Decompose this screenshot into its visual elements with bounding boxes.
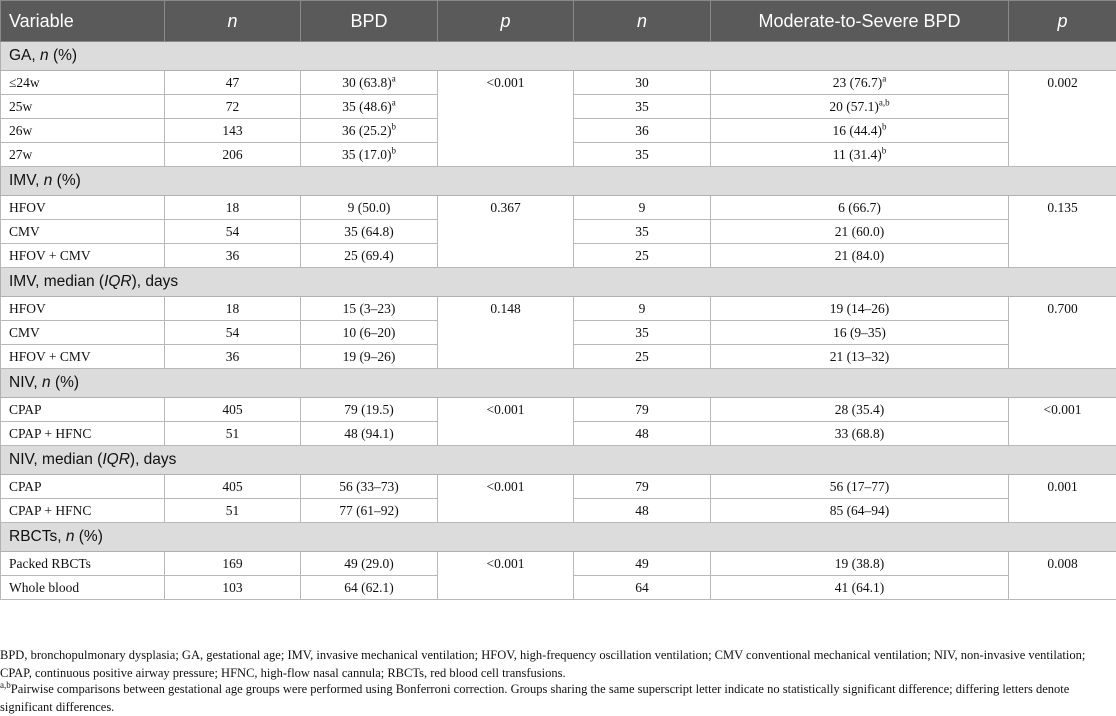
bpd-cell: 48 (94.1) <box>301 422 438 446</box>
row-label: CPAP <box>1 398 165 422</box>
table-row <box>1 475 1116 499</box>
group-row-imv <box>1 167 1116 196</box>
row-label: 26w <box>1 119 165 143</box>
moderate-cell: 16 $(44.4)^b$ <box>711 119 1009 143</box>
n-bpd-cell: 72 <box>165 95 301 119</box>
header-p-bpd: p <box>438 1 574 42</box>
footnote-abbreviations: BPD, bronchopulmonary dysplasia; GA, gestational age; IMV, invasive mechanical ventilation; HFOV, high-frequency oscillation ventilation; CMV conventional mechanical ventilation; NIV, non-invasive ventilation; CPAP, continuous positive airway pressure; HFNC, high-flow nasal cannula; RBCTs, red blood cell transfusions. <box>0 646 1112 682</box>
bpd-cell: 49 (29.0) <box>301 552 438 576</box>
footnote-superscript: a,b <box>0 680 11 690</box>
n-moderate-cell: 64 <box>574 576 711 600</box>
table-row <box>1 297 1116 321</box>
n-moderate-cell: 35 <box>574 220 711 244</box>
moderate-cell: 19 (38.8) <box>711 552 1009 576</box>
footnote-pairwise <box>0 680 1112 716</box>
p-bpd-cell: <0.001 <box>438 475 574 523</box>
moderate-cell: 16 (9–35) <box>711 321 1009 345</box>
group-title: RBCTs, n (%) <box>1 523 1116 552</box>
bpd-cell: 79 (19.5) <box>301 398 438 422</box>
header-moderate-severe-bpd: Moderate-to-Severe BPD <box>711 1 1009 42</box>
n-bpd-cell: 54 <box>165 321 301 345</box>
n-bpd-cell: 36 <box>165 244 301 268</box>
header-n-moderate: n <box>574 1 711 42</box>
row-label: HFOV <box>1 297 165 321</box>
group-row-niv-days <box>1 446 1116 475</box>
n-bpd-cell: 143 <box>165 119 301 143</box>
n-moderate-cell: 48 <box>574 499 711 523</box>
row-label: CMV <box>1 220 165 244</box>
n-moderate-cell: 30 <box>574 71 711 95</box>
moderate-cell: 21 (13–32) <box>711 345 1009 369</box>
n-bpd-cell: 405 <box>165 475 301 499</box>
p-moderate-cell: 0.002 <box>1009 71 1116 167</box>
bpd-cell: 36 $(25.2)^b$ <box>301 119 438 143</box>
bpd-cell: 56 (33–73) <box>301 475 438 499</box>
n-bpd-cell: 36 <box>165 345 301 369</box>
row-label: 25w <box>1 95 165 119</box>
group-row-ga <box>1 42 1116 71</box>
group-row-niv <box>1 369 1116 398</box>
group-title: GA, n (%) <box>1 42 1116 71</box>
footnote-pairwise-text: Pairwise comparisons between gestational age groups were performed using Bonferroni correction. Groups sharing the same superscript letter indicate no statistically significant difference; differing letters denote significant differences. <box>0 682 1069 714</box>
n-bpd-cell: 169 <box>165 552 301 576</box>
n-bpd-cell: 103 <box>165 576 301 600</box>
moderate-cell: 56 (17–77) <box>711 475 1009 499</box>
row-label: HFOV + CMV <box>1 345 165 369</box>
table-row <box>1 552 1116 576</box>
n-moderate-cell: 49 <box>574 552 711 576</box>
n-moderate-cell: 36 <box>574 119 711 143</box>
moderate-cell: 28 (35.4) <box>711 398 1009 422</box>
row-label: CPAP + HFNC <box>1 499 165 523</box>
header-row <box>1 1 1116 42</box>
table-row <box>1 196 1116 220</box>
n-moderate-cell: 48 <box>574 422 711 446</box>
moderate-cell: 85 (64–94) <box>711 499 1009 523</box>
n-moderate-cell: 25 <box>574 345 711 369</box>
bpd-cell: 19 (9–26) <box>301 345 438 369</box>
moderate-cell: 11 $(31.4)^b$ <box>711 143 1009 167</box>
p-moderate-cell: 0.135 <box>1009 196 1116 268</box>
n-moderate-cell: 35 <box>574 143 711 167</box>
row-label: 27w <box>1 143 165 167</box>
n-bpd-cell: 18 <box>165 297 301 321</box>
row-label: CMV <box>1 321 165 345</box>
n-bpd-cell: 206 <box>165 143 301 167</box>
bpd-cell: 77 (61–92) <box>301 499 438 523</box>
p-bpd-cell: <0.001 <box>438 552 574 600</box>
table-row <box>1 71 1116 95</box>
p-bpd-cell: 0.367 <box>438 196 574 268</box>
group-title: NIV, median (IQR), days <box>1 446 1116 475</box>
n-bpd-cell: 47 <box>165 71 301 95</box>
n-bpd-cell: 18 <box>165 196 301 220</box>
group-row-imv-days <box>1 268 1116 297</box>
row-label: Packed RBCTs <box>1 552 165 576</box>
n-moderate-cell: 79 <box>574 475 711 499</box>
n-moderate-cell: 35 <box>574 321 711 345</box>
row-label: Whole blood <box>1 576 165 600</box>
group-row-rbct <box>1 523 1116 552</box>
bpd-cell: 35 $(17.0)^b$ <box>301 143 438 167</box>
group-title: IMV, median (IQR), days <box>1 268 1116 297</box>
row-label: CPAP + HFNC <box>1 422 165 446</box>
bpd-cell: 35 $(48.6)^a$ <box>301 95 438 119</box>
p-moderate-cell: 0.008 <box>1009 552 1116 600</box>
p-bpd-cell: <0.001 <box>438 71 574 167</box>
moderate-cell: 41 (64.1) <box>711 576 1009 600</box>
bpd-cell: 10 (6–20) <box>301 321 438 345</box>
moderate-cell: 21 (84.0) <box>711 244 1009 268</box>
table-row <box>1 398 1116 422</box>
n-moderate-cell: 35 <box>574 95 711 119</box>
n-bpd-cell: 51 <box>165 499 301 523</box>
bpd-cell: 9 (50.0) <box>301 196 438 220</box>
row-label: HFOV + CMV <box>1 244 165 268</box>
n-moderate-cell: 25 <box>574 244 711 268</box>
moderate-cell: 21 (60.0) <box>711 220 1009 244</box>
header-n-bpd: n <box>165 1 301 42</box>
bpd-cell: 35 (64.8) <box>301 220 438 244</box>
p-moderate-cell: <0.001 <box>1009 398 1116 446</box>
moderate-cell: 23 $(76.7)^a$ <box>711 71 1009 95</box>
bpd-cell: 64 (62.1) <box>301 576 438 600</box>
row-label: HFOV <box>1 196 165 220</box>
n-bpd-cell: 405 <box>165 398 301 422</box>
p-moderate-cell: 0.700 <box>1009 297 1116 369</box>
bpd-cell: 30 $(63.8)^a$ <box>301 71 438 95</box>
group-title: NIV, n (%) <box>1 369 1116 398</box>
moderate-cell: 6 (66.7) <box>711 196 1009 220</box>
header-variable: Variable <box>1 1 165 42</box>
n-moderate-cell: 9 <box>574 297 711 321</box>
n-moderate-cell: 9 <box>574 196 711 220</box>
n-bpd-cell: 54 <box>165 220 301 244</box>
row-label: CPAP <box>1 475 165 499</box>
n-moderate-cell: 79 <box>574 398 711 422</box>
group-title: IMV, n (%) <box>1 167 1116 196</box>
n-bpd-cell: 51 <box>165 422 301 446</box>
p-moderate-cell: 0.001 <box>1009 475 1116 523</box>
row-label: ≤24w <box>1 71 165 95</box>
header-p-moderate: p <box>1009 1 1116 42</box>
p-bpd-cell: <0.001 <box>438 398 574 446</box>
moderate-cell: 19 (14–26) <box>711 297 1009 321</box>
moderate-cell: 20 $(57.1)^{a,b}$ <box>711 95 1009 119</box>
header-bpd: BPD <box>301 1 438 42</box>
bpd-cell: 25 (69.4) <box>301 244 438 268</box>
p-bpd-cell: 0.148 <box>438 297 574 369</box>
bpd-cell: 15 (3–23) <box>301 297 438 321</box>
moderate-cell: 33 (68.8) <box>711 422 1009 446</box>
